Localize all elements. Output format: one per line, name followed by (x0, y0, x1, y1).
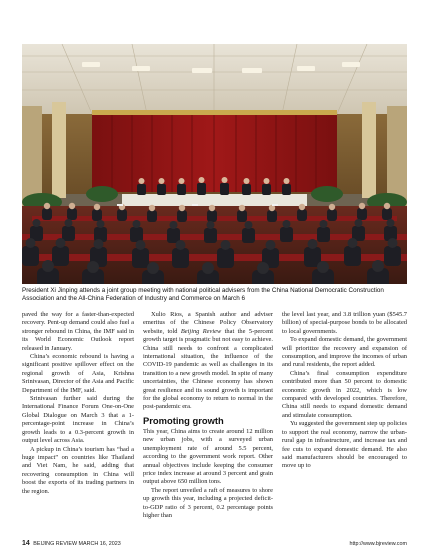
paragraph: Yu suggested the government step up policies to support the real economy, narrow the urban-rural gap in infrastructure, and increase tax and fee cuts to expand domestic demand. He also said manufacturers should be encouraged to move up to (282, 420, 407, 470)
paragraph: China’s final consumption expenditure contributed more than 50 percent to domestic economic growth in 2022, which is low compared with developed countries. Therefore, China still needs to expand domestic demand and stimulate consumption. (282, 369, 407, 419)
footer-left (22, 540, 121, 547)
footer-url[interactable]: http://www.bjreview.com (349, 541, 407, 547)
text-column-1 (22, 311, 134, 496)
paragraph: This year, China aims to create around 12 million new urban jobs, with a surveyed urban unemployment rate of around 5.5 percent, according to the government work report. Other annual objectives include keeping the consumer price index increase at around 3 percent and grain output above 650 million tons. (143, 427, 273, 486)
paragraph: To expand domestic demand, the government will prioritize the recovery and expansion of consumption, and improve the incomes of urban and rural residents, the report added. (282, 336, 407, 369)
page-footer (22, 540, 407, 550)
paragraph (143, 311, 273, 412)
meeting-photo (22, 44, 407, 284)
text-column-2 (143, 311, 273, 520)
meeting-hall-illustration (22, 44, 407, 284)
paragraph-text: Xulio Rios, a Spanish author and adviser emeritus of the Chinese Policy Observatory website, told (143, 311, 273, 335)
paragraph: A pickup in China’s tourism has “had a huge impact” on countries like Thailand and Viet Nam, he said, adding that recovering consumption in China will boost the exports of its trading partners in the region. (22, 445, 134, 495)
publication-line: BEIJING REVIEW MARCH 16, 2023 (33, 541, 121, 547)
paragraph-text: that the 5-percent growth target is pragmatic but not easy to achieve. China still needs to confront a complicated international situation, the influence of the COVID-19 pandemic as well as challenges in its transition to a new growth model. In spite of many uncertainties, the Chinese economy has shown great resilience and its sound growth is important for the global economy to return to normal in the post-pandemic era. (143, 327, 273, 411)
publication-name: Beijing Review (180, 327, 222, 335)
section-heading: Promoting growth (143, 414, 224, 426)
text-column-3 (282, 311, 407, 471)
page-number: 14 (22, 540, 30, 547)
paragraph: paved the way for a faster-than-expected recovery. Pent-up demand could also fuel a stronger rebound in China, the IMF said in its World Economic Outlook report released in January. (22, 311, 134, 352)
paragraph: The report unveiled a raft of measures to shore up growth this year, including a projected deficit-to-GDP ratio of 3 percent, 0.2 percentage points higher than (143, 486, 273, 519)
paragraph: China’s economic rebound is having a significant positive spillover effect on the regional growth of Asia, Krishna Srinivasan, Director of the Asia and Pacific Department of the IMF, said. (22, 353, 134, 394)
paragraph: the level last year, and 3.8 trillion yuan ($545.7 billion) of special-purpose bonds to be allocated to local governments. (282, 311, 407, 335)
paragraph: Srinivasan further said during the International Finance Forum One-on-One Global Dialogue on March 3 that a 1-percentage-point increase in China’s growth leads to a 0.3-percent growth in output level across Asia. (22, 395, 134, 445)
photo-caption: President Xi Jinping attends a joint group meeting with national political advisers from the China National Democratic Construction Association and the All-China Federation of Industry and Commerce on March 6 (22, 287, 384, 302)
